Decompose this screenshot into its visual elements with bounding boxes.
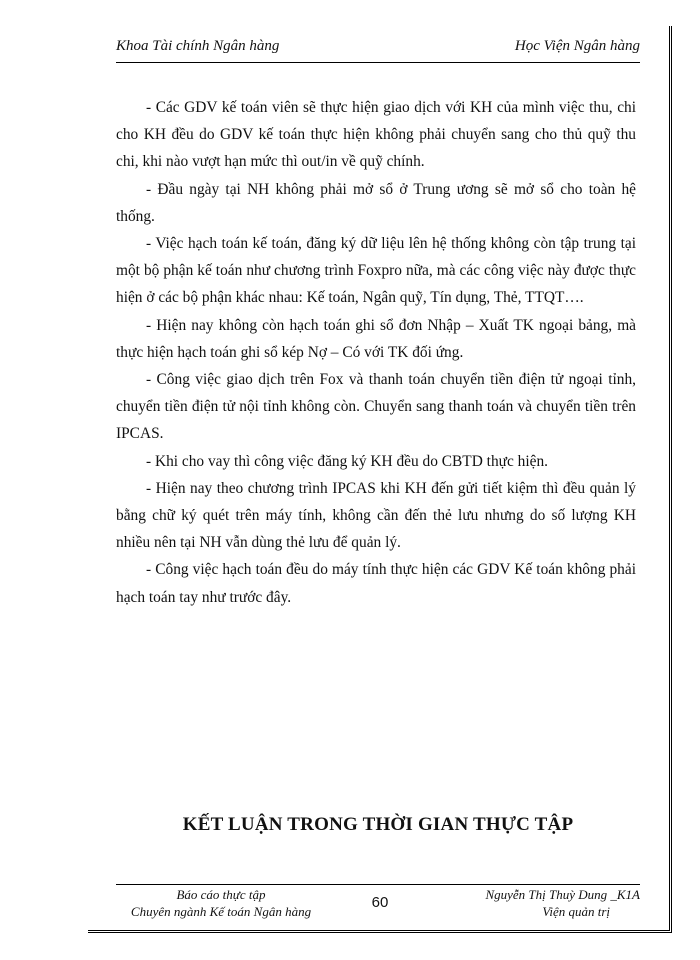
paragraph-3: - Việc hạch toán kế toán, đăng ký dữ liệu lên hệ thống không còn tập trung tại một bộ phận kế toán như chương trình Foxpro nữa, mà các công việc này được thực hiện ở các bộ phận khác nhau: Kế toán, Ngân quỹ, Tín dụng, Thẻ, TTQT…. (116, 235, 636, 307)
page-number: 60 (371, 894, 389, 911)
paragraph-5: - Công việc giao dịch trên Fox và thanh toán chuyển tiền điện tử ngoại tỉnh, chuyển tiền điện tử nội tỉnh không còn. Chuyển sang thanh toán và chuyển tiền trên IPCAS. (116, 371, 636, 443)
footer-major: Chuyên ngành Kế toán Ngân hàng (130, 904, 312, 919)
paragraph-6: - Khi cho vay thì công việc đăng ký KH đều do CBTD thực hiện. (146, 452, 549, 470)
paragraph-7: - Hiện nay theo chương trình IPCAS khi KH đến gửi tiết kiệm thì đều quản lý bằng chữ ký quét trên máy tính, không cần đến thẻ lưu nhưng do số lượng KH nhiều nên tại NH vẫn dùng thẻ lưu để quản lý. (116, 479, 636, 552)
paragraph-8: - Công việc hạch toán đều do máy tính thực hiện các GDV Kế toán không phải hạch toán tay như trước đây. (116, 561, 636, 606)
footer-report-info (116, 886, 326, 920)
footer-rule (116, 884, 640, 885)
header-faculty: Khoa Tài chính Ngân hàng (116, 38, 280, 54)
paragraph-1: - Các GDV kế toán viên sẽ thực hiện giao dịch với KH của mình việc thu, chi cho KH đều do GDV kế toán thực hiện không phải chuyển sang cho thủ quỹ thu chi, khi nào vượt hạn mức thì out/in về quỹ chính. (116, 99, 636, 171)
header-institution: Học Viện Ngân hàng (514, 38, 640, 54)
footer-department: Viện quản trị (542, 904, 610, 919)
section-title: KẾT LUẬN TRONG THỜI GIAN THỰC TẬP (182, 814, 574, 835)
paragraph-2: - Đầu ngày tại NH không phải mở sổ ở Trung ương sẽ mở sổ cho toàn hệ thống. (116, 180, 636, 225)
page-footer (116, 886, 640, 926)
page-header (116, 38, 640, 62)
footer-report-title: Báo cáo thực tập (176, 887, 266, 902)
paragraph-4: - Hiện nay không còn hạch toán ghi sổ đơn Nhập – Xuất TK ngoại bảng, mà thực hiện hạch toán ghi sổ kép Nợ – Có với TK đối ứng. (116, 316, 636, 361)
header-rule (116, 62, 640, 63)
footer-author-info (420, 886, 640, 920)
body-text (116, 94, 636, 611)
footer-author: Nguyễn Thị Thuỳ Dung _K1A (485, 887, 640, 902)
